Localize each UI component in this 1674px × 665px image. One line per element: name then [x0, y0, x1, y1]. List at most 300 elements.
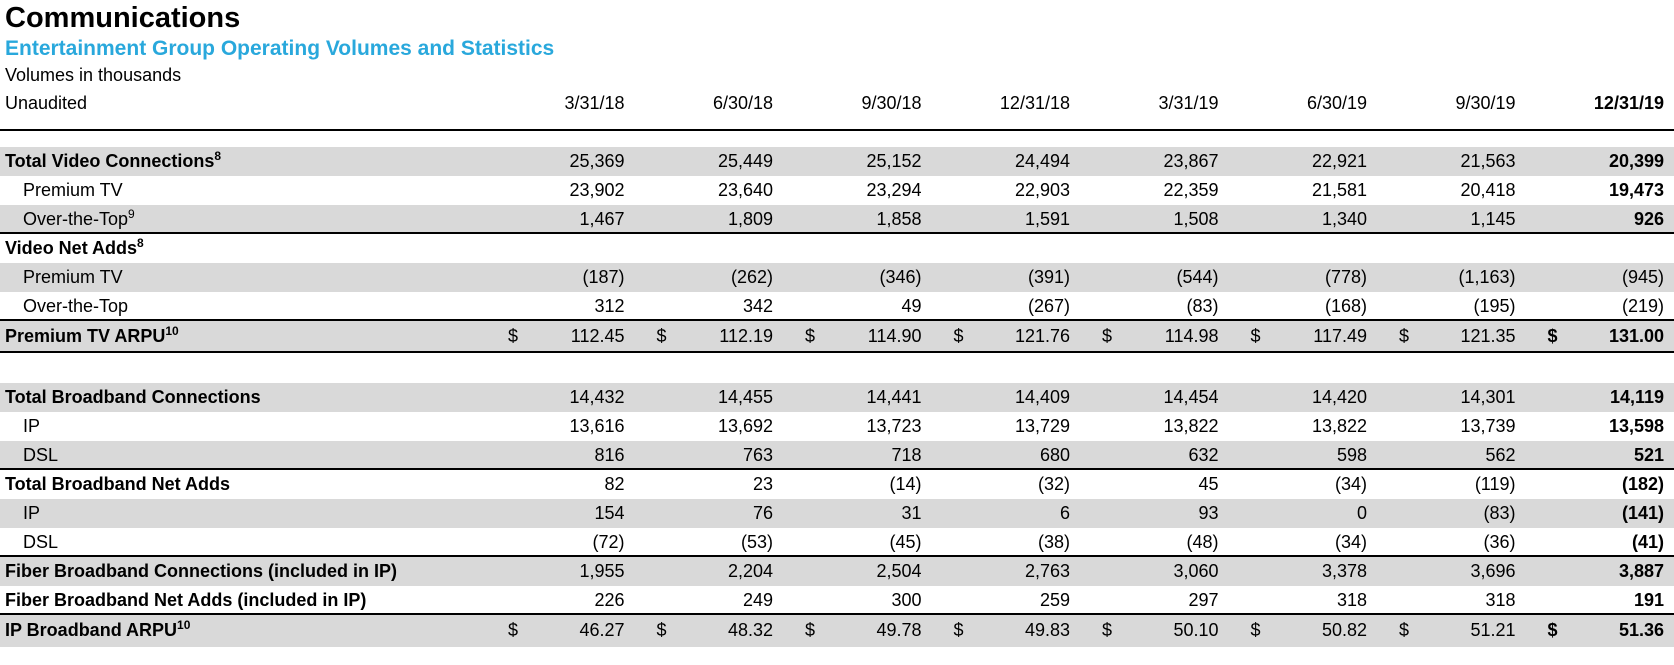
- cell-value: (219): [1622, 296, 1664, 316]
- cell-value: 112.19: [719, 321, 773, 351]
- table-row: [0, 205, 1674, 234]
- dollar-sign: $: [508, 321, 518, 351]
- value-cell: [635, 176, 784, 205]
- row-label: IP: [0, 499, 486, 528]
- cell-value: 117.49: [1313, 321, 1367, 351]
- table-row: [0, 528, 1674, 557]
- value-cell: [635, 615, 784, 647]
- value-cell: [1229, 470, 1378, 499]
- table-row: [0, 383, 1674, 412]
- value-cell: [486, 321, 635, 351]
- value-cell: [635, 441, 784, 468]
- cell-value: 82: [604, 474, 624, 494]
- cell-value: (182): [1622, 474, 1664, 494]
- value-cell: [1229, 383, 1378, 412]
- cell-value: 13,822: [1163, 416, 1218, 436]
- cell-value: 259: [1040, 590, 1070, 610]
- dollar-sign: $: [954, 321, 964, 351]
- value-cell: [1080, 499, 1229, 528]
- table-row: [0, 470, 1674, 499]
- value-cell: [1229, 412, 1378, 441]
- column-header-row: [0, 91, 1674, 115]
- table-row: [0, 412, 1674, 441]
- cell-value: 1,809: [728, 209, 773, 229]
- column-header: 3/31/19: [1080, 91, 1229, 115]
- value-cell: [783, 205, 932, 232]
- cell-value: 763: [743, 445, 773, 465]
- cell-value: 718: [891, 445, 921, 465]
- cell-value: 0: [1357, 503, 1367, 523]
- table-row: [0, 263, 1674, 292]
- value-cell: [1377, 263, 1526, 292]
- cell-value: 14,420: [1312, 387, 1367, 407]
- cell-value: (346): [879, 267, 921, 287]
- cell-value: 2,504: [876, 561, 921, 581]
- cell-value: 22,359: [1163, 180, 1218, 200]
- cell-value: 23,902: [569, 180, 624, 200]
- value-cell: [1377, 470, 1526, 499]
- footnote-marker: 8: [214, 149, 221, 163]
- dollar-sign: $: [1399, 615, 1409, 647]
- value-cell: [1080, 557, 1229, 586]
- cell-value: 3,378: [1322, 561, 1367, 581]
- table-row: [0, 586, 1674, 615]
- cell-value: 13,739: [1460, 416, 1515, 436]
- cell-value: 1,955: [579, 561, 624, 581]
- dollar-sign: $: [1102, 321, 1112, 351]
- value-cell: [486, 528, 635, 555]
- cell-value: (38): [1038, 532, 1070, 552]
- value-cell: [932, 499, 1081, 528]
- cell-value: (391): [1028, 267, 1070, 287]
- cell-value: 3,060: [1173, 561, 1218, 581]
- table-row: [0, 441, 1674, 470]
- cell-value: (32): [1038, 474, 1070, 494]
- cell-value: 1,467: [579, 209, 624, 229]
- cell-value: 21,581: [1312, 180, 1367, 200]
- value-cell: [1377, 528, 1526, 555]
- value-cell: [486, 176, 635, 205]
- cell-value: (36): [1483, 532, 1515, 552]
- cell-value: 1,340: [1322, 209, 1367, 229]
- value-cell: [783, 321, 932, 351]
- cell-value: 19,473: [1609, 180, 1664, 200]
- cell-value: 93: [1198, 503, 1218, 523]
- value-cell: [932, 292, 1081, 319]
- value-cell: [932, 176, 1081, 205]
- table-row: [0, 615, 1674, 647]
- value-cell: [1526, 586, 1674, 613]
- cell-value: (41): [1632, 532, 1664, 552]
- footnote-marker: 9: [128, 207, 135, 221]
- value-cell: [932, 383, 1081, 412]
- value-cell: [932, 234, 1081, 263]
- statistics-table: [0, 147, 1674, 647]
- cell-value: 342: [743, 296, 773, 316]
- value-cell: [1080, 205, 1229, 232]
- row-label: Premium TV: [0, 263, 486, 292]
- cell-value: (83): [1186, 296, 1218, 316]
- dollar-sign: $: [657, 321, 667, 351]
- cell-value: 46.27: [579, 615, 624, 647]
- table-row: [0, 292, 1674, 321]
- value-cell: [932, 528, 1081, 555]
- cell-value: (53): [741, 532, 773, 552]
- unaudited-label: Unaudited: [0, 91, 486, 115]
- value-cell: [1080, 412, 1229, 441]
- value-cell: [1377, 557, 1526, 586]
- cell-value: (267): [1028, 296, 1070, 316]
- value-cell: [1229, 615, 1378, 647]
- cell-value: (187): [582, 267, 624, 287]
- value-cell: [1377, 412, 1526, 441]
- row-label: IP Broadband ARPU$^{10}$: [0, 615, 486, 647]
- cell-value: 13,598: [1609, 416, 1664, 436]
- value-cell: [1526, 205, 1674, 232]
- cell-value: 598: [1337, 445, 1367, 465]
- cell-value: (48): [1186, 532, 1218, 552]
- cell-value: 3,696: [1470, 561, 1515, 581]
- cell-value: 23,640: [718, 180, 773, 200]
- value-cell: [1229, 528, 1378, 555]
- value-cell: [1229, 176, 1378, 205]
- cell-value: (544): [1176, 267, 1218, 287]
- value-cell: [1229, 263, 1378, 292]
- value-cell: [1377, 441, 1526, 468]
- value-cell: [783, 615, 932, 647]
- cell-value: 14,454: [1163, 387, 1218, 407]
- dollar-sign: $: [1399, 321, 1409, 351]
- value-cell: [932, 321, 1081, 351]
- footnote-marker: 10: [165, 324, 178, 338]
- value-cell: [1080, 615, 1229, 647]
- value-cell: [1377, 383, 1526, 412]
- cell-value: 14,119: [1610, 387, 1664, 407]
- table-row: [0, 147, 1674, 176]
- dollar-sign: $: [1102, 615, 1112, 647]
- value-cell: [1080, 528, 1229, 555]
- cell-value: 1,591: [1025, 209, 1070, 229]
- row-label: IP: [0, 412, 486, 441]
- value-cell: [1080, 147, 1229, 176]
- footnote-marker: 10: [177, 618, 190, 632]
- value-cell: [1526, 528, 1674, 555]
- value-cell: [1377, 321, 1526, 351]
- cell-value: (778): [1325, 267, 1367, 287]
- row-label: Premium TV: [0, 176, 486, 205]
- row-label: DSL: [0, 441, 486, 468]
- value-cell: [1377, 586, 1526, 613]
- row-label: Fiber Broadband Connections (included in IP): [0, 557, 486, 586]
- cell-value: 49: [901, 296, 921, 316]
- cell-value: 562: [1485, 445, 1515, 465]
- value-cell: [635, 528, 784, 555]
- dollar-sign: $: [1548, 615, 1558, 647]
- cell-value: 14,409: [1015, 387, 1070, 407]
- row-label: Total Video Connections$^8$: [0, 147, 486, 176]
- value-cell: [486, 499, 635, 528]
- cell-value: 191: [1634, 590, 1664, 610]
- value-cell: [932, 412, 1081, 441]
- value-cell: [783, 586, 932, 613]
- footnote-marker: 8: [137, 236, 144, 250]
- value-cell: [1526, 441, 1674, 468]
- column-header: 12/31/19: [1526, 91, 1674, 115]
- value-cell: [783, 234, 932, 263]
- value-cell: [1526, 176, 1674, 205]
- value-cell: [783, 557, 932, 586]
- cell-value: (72): [592, 532, 624, 552]
- value-cell: [635, 470, 784, 499]
- cell-value: 13,723: [866, 416, 921, 436]
- value-cell: [1526, 615, 1674, 647]
- cell-value: 121.76: [1015, 321, 1070, 351]
- cell-value: 51.21: [1470, 615, 1515, 647]
- value-cell: [1229, 321, 1378, 351]
- cell-value: 226: [594, 590, 624, 610]
- value-cell: [635, 383, 784, 412]
- value-cell: [635, 499, 784, 528]
- cell-value: 13,729: [1015, 416, 1070, 436]
- header-divider: [0, 129, 1674, 131]
- cell-value: (34): [1335, 474, 1367, 494]
- cell-value: 31: [901, 503, 921, 523]
- value-cell: [1526, 499, 1674, 528]
- dollar-sign: $: [657, 615, 667, 647]
- report-subtitle: Entertainment Group Operating Volumes and Statistics: [5, 38, 1674, 60]
- dollar-sign: $: [805, 321, 815, 351]
- value-cell: [486, 292, 635, 319]
- value-cell: [932, 147, 1081, 176]
- value-cell: [1229, 557, 1378, 586]
- value-cell: [486, 470, 635, 499]
- value-cell: [486, 383, 635, 412]
- cell-value: 50.82: [1322, 615, 1367, 647]
- cell-value: 49.78: [876, 615, 921, 647]
- cell-value: 249: [743, 590, 773, 610]
- value-cell: [1229, 205, 1378, 232]
- dollar-sign: $: [508, 615, 518, 647]
- value-cell: [1229, 292, 1378, 319]
- cell-value: 14,441: [866, 387, 921, 407]
- dollar-sign: $: [1251, 615, 1261, 647]
- cell-value: (168): [1325, 296, 1367, 316]
- cell-value: (119): [1475, 474, 1516, 494]
- row-label: Over-the-Top: [0, 292, 486, 319]
- cell-value: 25,152: [866, 151, 921, 171]
- column-header: 9/30/18: [783, 91, 932, 115]
- table-row: [0, 499, 1674, 528]
- cell-value: 2,763: [1025, 561, 1070, 581]
- value-cell: [783, 412, 932, 441]
- value-cell: [1526, 321, 1674, 351]
- value-cell: [1080, 176, 1229, 205]
- cell-value: 154: [594, 503, 624, 523]
- value-cell: [635, 205, 784, 232]
- value-cell: [635, 263, 784, 292]
- value-cell: [1080, 586, 1229, 613]
- row-label: Total Broadband Connections: [0, 383, 486, 412]
- column-header: 3/31/18: [486, 91, 635, 115]
- cell-value: 25,369: [569, 151, 624, 171]
- column-header: 6/30/18: [635, 91, 784, 115]
- cell-value: (34): [1335, 532, 1367, 552]
- cell-value: (1,163): [1458, 267, 1515, 287]
- value-cell: [486, 412, 635, 441]
- value-cell: [783, 147, 932, 176]
- cell-value: (195): [1473, 296, 1515, 316]
- value-cell: [1377, 499, 1526, 528]
- cell-value: 632: [1188, 445, 1218, 465]
- volumes-note: Volumes in thousands: [5, 65, 1674, 86]
- column-header: 12/31/18: [932, 91, 1081, 115]
- value-cell: [783, 441, 932, 468]
- value-cell: [1526, 263, 1674, 292]
- cell-value: 2,204: [728, 561, 773, 581]
- value-cell: [1526, 412, 1674, 441]
- cell-value: 14,455: [718, 387, 773, 407]
- cell-value: 1,145: [1470, 209, 1515, 229]
- report-page: [0, 3, 1674, 647]
- value-cell: [932, 586, 1081, 613]
- value-cell: [783, 383, 932, 412]
- row-label: Over-the-Top$^9$: [0, 205, 486, 232]
- value-cell: [1080, 263, 1229, 292]
- cell-value: 49.83: [1025, 615, 1070, 647]
- cell-value: 121.35: [1460, 321, 1515, 351]
- value-cell: [1526, 292, 1674, 319]
- value-cell: [1526, 383, 1674, 412]
- cell-value: 24,494: [1015, 151, 1070, 171]
- cell-value: 20,418: [1460, 180, 1515, 200]
- value-cell: [486, 205, 635, 232]
- cell-value: 13,822: [1312, 416, 1367, 436]
- cell-value: 1,858: [876, 209, 921, 229]
- value-cell: [635, 412, 784, 441]
- value-cell: [1080, 292, 1229, 319]
- table-row: [0, 234, 1674, 263]
- cell-value: 6: [1060, 503, 1070, 523]
- value-cell: [932, 615, 1081, 647]
- spacer-row: [0, 353, 1674, 383]
- cell-value: 45: [1198, 474, 1218, 494]
- value-cell: [1377, 205, 1526, 232]
- table-row: [0, 557, 1674, 586]
- value-cell: [1080, 321, 1229, 351]
- value-cell: [783, 292, 932, 319]
- cell-value: (262): [731, 267, 773, 287]
- cell-value: 22,921: [1312, 151, 1367, 171]
- value-cell: [486, 557, 635, 586]
- value-cell: [635, 321, 784, 351]
- value-cell: [1526, 470, 1674, 499]
- cell-value: (45): [889, 532, 921, 552]
- value-cell: [486, 615, 635, 647]
- cell-value: 312: [594, 296, 624, 316]
- value-cell: [1526, 557, 1674, 586]
- value-cell: [1229, 499, 1378, 528]
- cell-value: 13,692: [718, 416, 773, 436]
- dollar-sign: $: [805, 615, 815, 647]
- value-cell: [486, 147, 635, 176]
- dollar-sign: $: [1548, 321, 1558, 351]
- value-cell: [1377, 147, 1526, 176]
- cell-value: 22,903: [1015, 180, 1070, 200]
- cell-value: 76: [753, 503, 773, 523]
- table-row: [0, 176, 1674, 205]
- value-cell: [1377, 292, 1526, 319]
- value-cell: [635, 147, 784, 176]
- value-cell: [486, 586, 635, 613]
- value-cell: [932, 557, 1081, 586]
- cell-value: 1,508: [1173, 209, 1218, 229]
- value-cell: [1377, 615, 1526, 647]
- value-cell: [932, 441, 1081, 468]
- cell-value: 926: [1634, 209, 1664, 229]
- value-cell: [1080, 441, 1229, 468]
- value-cell: [1526, 234, 1674, 263]
- value-cell: [932, 205, 1081, 232]
- value-cell: [635, 586, 784, 613]
- value-cell: [635, 234, 784, 263]
- value-cell: [1080, 383, 1229, 412]
- cell-value: 14,432: [569, 387, 624, 407]
- cell-value: 318: [1337, 590, 1367, 610]
- column-header: 6/30/19: [1229, 91, 1378, 115]
- cell-value: 21,563: [1460, 151, 1515, 171]
- value-cell: [635, 557, 784, 586]
- cell-value: 51.36: [1619, 615, 1664, 647]
- value-cell: [783, 528, 932, 555]
- value-cell: [486, 263, 635, 292]
- value-cell: [783, 470, 932, 499]
- cell-value: 114.98: [1165, 321, 1219, 351]
- value-cell: [1080, 234, 1229, 263]
- cell-value: 521: [1634, 445, 1664, 465]
- row-label: Total Broadband Net Adds: [0, 470, 486, 499]
- cell-value: 25,449: [718, 151, 773, 171]
- row-label: Premium TV ARPU$^{10}$: [0, 321, 486, 351]
- cell-value: 680: [1040, 445, 1070, 465]
- value-cell: [1377, 176, 1526, 205]
- cell-value: 23,867: [1163, 151, 1218, 171]
- row-label: DSL: [0, 528, 486, 555]
- cell-value: 50.10: [1173, 615, 1218, 647]
- cell-value: 13,616: [569, 416, 624, 436]
- value-cell: [783, 263, 932, 292]
- cell-value: 131.00: [1609, 321, 1664, 351]
- dollar-sign: $: [954, 615, 964, 647]
- value-cell: [783, 499, 932, 528]
- cell-value: 3,887: [1619, 561, 1664, 581]
- value-cell: [1377, 234, 1526, 263]
- cell-value: (945): [1622, 267, 1664, 287]
- cell-value: 114.90: [868, 321, 922, 351]
- value-cell: [486, 234, 635, 263]
- value-cell: [783, 176, 932, 205]
- dollar-sign: $: [1251, 321, 1261, 351]
- page-title: Communications: [5, 3, 1674, 33]
- cell-value: 300: [891, 590, 921, 610]
- value-cell: [1526, 147, 1674, 176]
- value-cell: [932, 470, 1081, 499]
- cell-value: 48.32: [728, 615, 773, 647]
- cell-value: 816: [594, 445, 624, 465]
- cell-value: 23,294: [866, 180, 921, 200]
- row-label: Video Net Adds$^8$: [0, 234, 486, 263]
- cell-value: 112.45: [571, 321, 625, 351]
- value-cell: [1229, 147, 1378, 176]
